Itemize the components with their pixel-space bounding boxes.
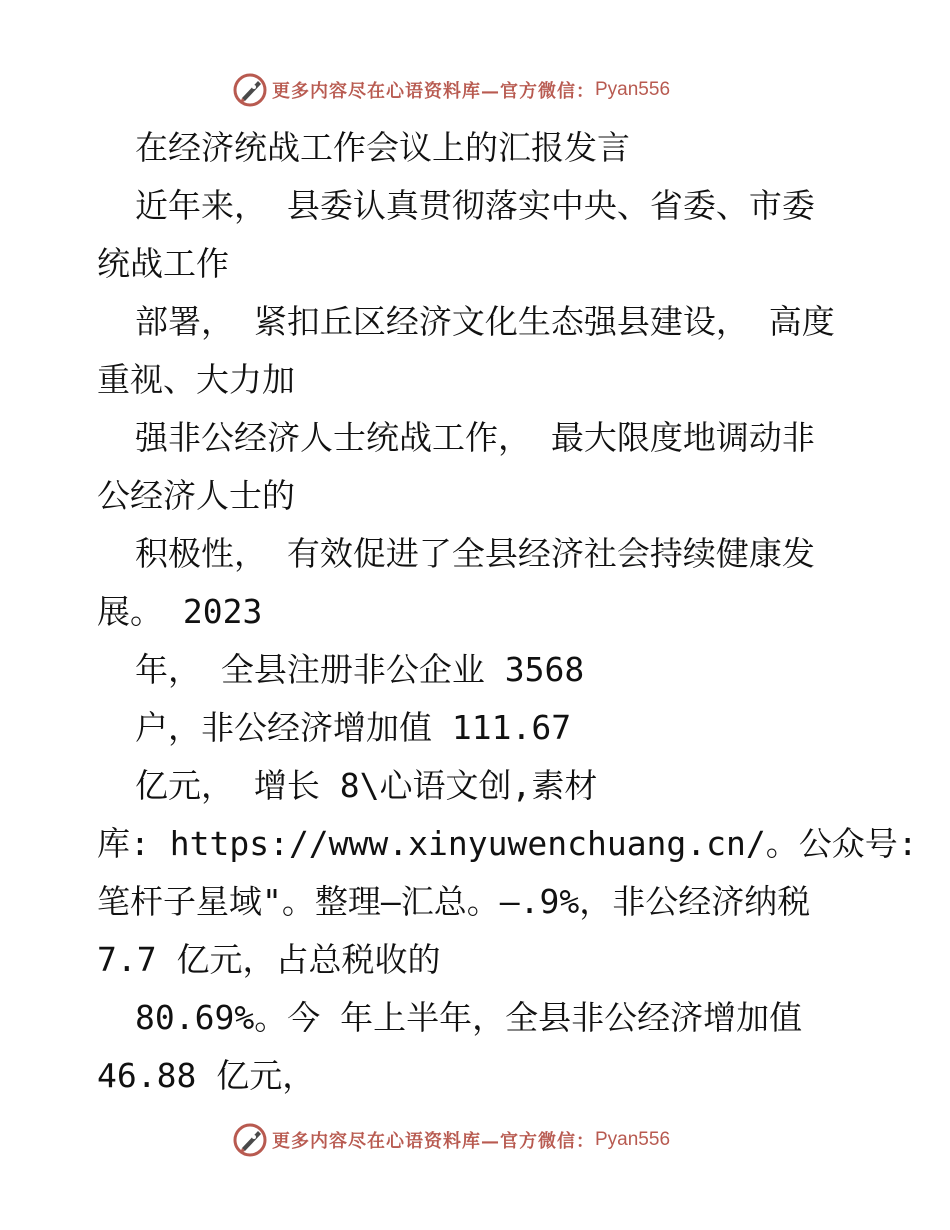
doc-title: 在经济统战工作会议上的汇报发言 <box>135 128 630 167</box>
paragraph-line: 公经济人士的 <box>97 476 295 515</box>
paragraph-line: 46.88 亿元， <box>97 1056 316 1095</box>
paragraph-line: 80.69%。今 年上半年，全县非公经济增加值 <box>135 998 803 1037</box>
paragraph-line: 库: https://www.xinyuwenchuang.cn/。公众号: <box>97 824 918 863</box>
paragraph-line: 户，非公经济增加值 111.67 <box>135 708 572 747</box>
footer-watermark-banner <box>232 1120 712 1160</box>
header-watermark-banner <box>232 70 712 110</box>
paragraph-line: 展。 2023 <box>97 592 263 631</box>
banner-wechat-id: Pyan556 <box>595 79 671 100</box>
banner-text: 更多内容尽在心语资料库—官方微信： <box>272 1131 595 1152</box>
paragraph-line: 统战工作 <box>97 244 229 283</box>
paragraph-line: 7.7 亿元，占总税收的 <box>97 940 441 979</box>
paragraph-line: 重视、大力加 <box>97 360 295 399</box>
paragraph-line: 年， 全县注册非公企业 3568 <box>135 650 585 689</box>
paragraph-line: 笔杆子星域"。整理—汇总。—.9%，非公经济纳税 <box>97 882 811 921</box>
paragraph-line: 积极性， 有效促进了全县经济社会持续健康发 <box>135 534 815 573</box>
banner-wechat-id: Pyan556 <box>595 1129 671 1150</box>
pen-logo-icon <box>232 1122 268 1158</box>
paragraph-line: 近年来， 县委认真贯彻落实中央、省委、市委 <box>135 186 815 225</box>
paragraph-line: 亿元， 增长 8\心语文创,素材 <box>135 766 598 805</box>
pen-logo-icon <box>232 72 268 108</box>
paragraph-line: 强非公经济人士统战工作， 最大限度地调动非 <box>135 418 815 457</box>
banner-text: 更多内容尽在心语资料库—官方微信： <box>272 81 595 102</box>
paragraph-line: 部署， 紧扣丘区经济文化生态强县建设， 高度 <box>135 302 835 341</box>
